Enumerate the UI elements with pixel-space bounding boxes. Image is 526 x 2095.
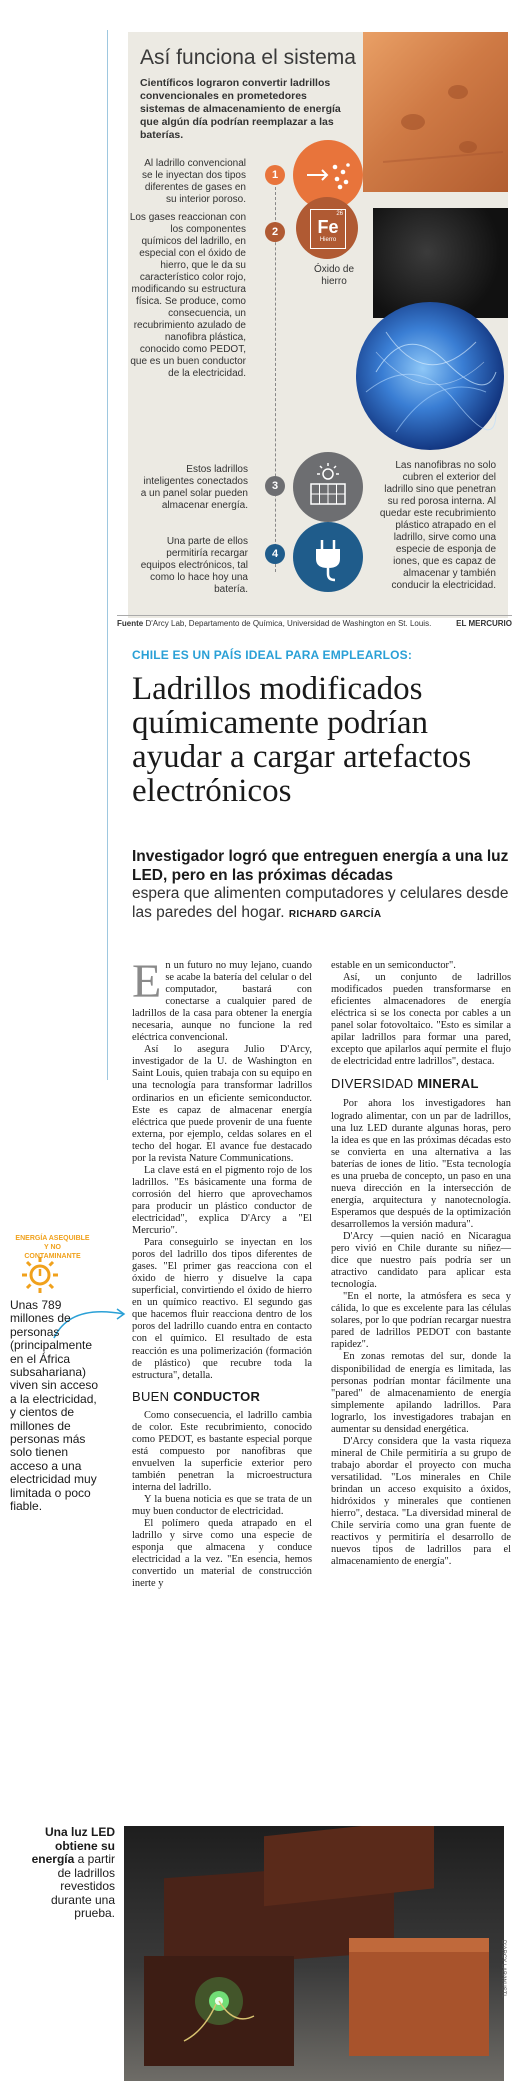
photo-caption-regular: a partir de ladrillos revestidos durante una prueba. bbox=[50, 1852, 115, 1920]
col2-paragraph-7: D'Arcy considera que la vasta riqueza mineral de Chile permitiría a su grupo de trabajo abordar el proyecto con mucha versatilidad. "Los minerales en Chile brindan un acceso exquisito a óxidos, hidróxidos y minerales que contienen hierro", destaca. "La diversidad mineral de Chile serviría como una gran fuente de reactivos y permitiría el desarrollo de nuevos tipos de ladrillos para el almacenamiento de energía". bbox=[331, 1435, 511, 1568]
article-column-2 bbox=[331, 960, 511, 1568]
publisher-credit: EL MERCURIO bbox=[456, 619, 512, 628]
led-bricks-photo bbox=[124, 1826, 504, 2081]
page-edge-line bbox=[107, 30, 108, 1080]
subhead-diversidad-mineral bbox=[331, 1078, 511, 1090]
col2-paragraph-5: "En el norte, la atmósfera es seca y cálida, lo que es excelente para las células solares, por lo que podrían recargar nuestra pared de ladrillos PEDOT con bastante rapidez". bbox=[331, 1291, 511, 1351]
sun-energy-icon bbox=[20, 1255, 60, 1295]
iron-symbol: Fe bbox=[317, 217, 339, 237]
col1-paragraph-6: Y la buena noticia es que se trata de un muy buen conductor de electricidad. bbox=[132, 1494, 312, 1518]
solar-panel-icon bbox=[293, 452, 363, 522]
subhead-conductor: CONDUCTOR bbox=[173, 1388, 261, 1404]
brick-holes-image bbox=[383, 52, 503, 172]
article-deck-bold: Investigador logró que entreguen energía a una luz LED, pero en las próximas décadas bbox=[132, 848, 509, 884]
article-deck-regular: espera que alimenten computadores y celulares desde las paredes del hogar. bbox=[132, 885, 509, 921]
step-3-text: Estos ladrillos inteligentes conectados a un panel solar pueden almacenar energía. bbox=[140, 464, 248, 511]
subhead-diversidad: DIVERSIDAD bbox=[331, 1076, 418, 1092]
col1-paragraph-5: Como consecuencia, el ladrillo cambia de color. Este recubrimiento, conocido como PEDOT, es bastante especial porque está compuesto por nanofibras que envuelven la superficie exterior pero también penetran la microestructura interna del ladrillo. bbox=[132, 1409, 312, 1493]
iron-oxide-label: Óxido de hierro bbox=[313, 264, 355, 287]
article-deck bbox=[132, 884, 512, 924]
col2-paragraph-3: Por ahora los investigadores han logrado alimentar, con un par de ladrillos, una luz LED durante algunas horas, pero la idea es que en las próximas décadas esto se convierta en una alternativa a las baterías de iones de litio. "Esta tecnología es una prueba de concepto, un paso en una nueva dirección en la intersección de energía, arquitectura y nanotecnología. Esperamos que después de la optimización desarrollemos la versión madura". bbox=[331, 1098, 511, 1230]
step-2-text: Los gases reaccionan con los componentes químicos del ladrillo, en especial con el óxido de hierro, que le da su característico color rojo, modificando su estructura física. Se produce, como consecuencia, un recubrimiento azulado de nanofibra plástica, conocido como PEDOT, que es un buen conductor de la electricidad. bbox=[129, 212, 246, 379]
col2-paragraph-1: estable en un semiconductor". bbox=[331, 960, 456, 971]
nanofiber-microscope-image bbox=[356, 302, 504, 450]
step-4-number: 4 bbox=[265, 544, 285, 564]
col2-paragraph-4: D'Arcy —quien nació en Nicaragua pero vivió en Chile durante su niñez— dice que nuestro país podría ser un atractivo candidato para aplicar esta tecnología. bbox=[331, 1230, 511, 1291]
subhead-buen-conductor bbox=[132, 1388, 312, 1404]
source-text: D'Arcy Lab, Departamento de Química, Universidad de Washington en St. Louis. bbox=[145, 619, 432, 628]
col1-paragraph-2: Así lo asegura Julio D'Arcy, investigador de la U. de Washington en Saint Louis, quien trabaja con su equipo en una tecnología para transformar ladrillos ordinarios en un eficiente semiconductor. Este es capaz de almacenar energía eléctrica que puede provenir de una fuente externa, por ejemplo, celdas solares en el techo del hogar. El avance fue destacado por la revista Nature Communications. bbox=[132, 1044, 312, 1164]
subhead-buen: BUEN bbox=[132, 1388, 174, 1404]
plug-icon bbox=[293, 522, 363, 592]
article-byline: RICHARD GARCÍA bbox=[288, 909, 382, 920]
sidebar-label: ENERGÍA ASEQUIBLE Y NO CONTAMINANTE bbox=[15, 1235, 90, 1260]
photo-caption bbox=[20, 1826, 115, 1921]
col1-paragraph-7: El polímero queda atrapado en el ladrillo y sirve como una especie de esponja que almacena y conduce electricidad a la vez. "En esencia, hemos convertido un material de construcción inerte y bbox=[132, 1518, 312, 1590]
infographic-source bbox=[117, 615, 512, 632]
col1-paragraph-3: La clave está en el pigmento rojo de los ladrillos. "Es básicamente una forma de corrosión del hierro que aprovechamos para producir un plástico conductor de electricidad", explica D'Arcy a "El Mercurio". bbox=[132, 1164, 312, 1237]
col2-paragraph-2: Así, un conjunto de ladrillos modificados pueden transformarse en eficientes almacenadores de energía eléctrica si se los conecta por cables a un panel solar fotovoltaico. "Esto es similar a apilar ladrillos para formar una pared, excepto que apilarlos aquí permite el flujo de electricidad entre ladrillos", destaca. bbox=[331, 972, 511, 1068]
step-4-text: Una parte de ellos permitiría recargar equipos electrónicos, tal como lo hace hoy una batería. bbox=[140, 536, 248, 595]
col1-paragraph-4: Para conseguirlo se inyectan en los poros del ladrillo dos tipos diferentes de gases. "El primer gas reacciona con el óxido de hierro y disuelve la capa superficial, convirtiendo el óxido de hierro en un químico reactivo. El segundo gas que hacemos fluir reacciona dentro de los poros del ladrillo cuando entra en contacto con el químico. El resultado de esta reacción es una polimerización (formación de plástico) que recubre toda la estructura", detalla. bbox=[132, 1237, 312, 1381]
article-kicker: CHILE ES UN PAÍS IDEAL PARA EMPLEARLOS: bbox=[132, 648, 413, 662]
subhead-mineral: MINERAL bbox=[417, 1076, 479, 1092]
dropcap: E bbox=[132, 955, 162, 1008]
iron-name: Hierro bbox=[319, 237, 337, 243]
flow-line bbox=[275, 187, 276, 572]
photo-caption-bold: Una luz LED obtiene su energía bbox=[31, 1825, 115, 1866]
nanofiber-text: Las nanofibras no solo cubren el exterior del ladrillo sino que penetran su red porosa interna. Al quedar este recubrimiento plástico atrapado en el ladrillo, sirve como una especie de esponja de iones, que es capaz de almacenar y también conducir la electricidad. bbox=[379, 460, 496, 591]
article-column-1 bbox=[132, 955, 312, 1590]
col1-paragraph-1: n un futuro no muy lejano, cuando se acabe la batería del celular o del computador, bastará con conectarse a cualquier pared de ladrillos de la casa para obtener la energía necesaria, aunque no funcione la red eléctrica convencional. bbox=[132, 960, 312, 1044]
step-1-text: Al ladrillo convencional se le inyectan dos tipos diferentes de gases en su interior poroso. bbox=[142, 158, 246, 205]
photo-credit: D'ARCY LAB/WUSTL bbox=[500, 1940, 506, 1998]
infographic-title: Así funciona el sistema bbox=[140, 46, 356, 69]
source-label: Fuente bbox=[117, 619, 144, 628]
step-2-number: 2 bbox=[265, 222, 285, 242]
step-1-number: 1 bbox=[265, 165, 285, 185]
sidebar-text: Unas 789 millones de personas (principalmente en el África subsahariana) viven sin acceso a la electricidad, y cientos de millones de personas más solo tienen acceso a una electricidad muy limitada o poco fiable. bbox=[10, 1298, 99, 1514]
infographic-intro: Científicos lograron convertir ladrillos convencionales en prometedores sistemas de almacenamiento de energía que algún día podrían reemplazar a las baterías. bbox=[140, 77, 341, 141]
infographic bbox=[128, 32, 508, 618]
article-headline: Ladrillos modificados químicamente podrían ayudar a cargar artefactos electrónicos bbox=[132, 671, 472, 809]
iron-element-icon bbox=[296, 197, 358, 259]
col2-paragraph-6: En zonas remotas del sur, donde la disponibilidad de energía es limitada, las personas podrían montar fácilmente una "pared" de almacenamiento de energía simplemente apilando ladrillos. Para lograrlo, los investigadores trabajan en aumentar su densidad energética. bbox=[331, 1351, 511, 1435]
iron-atomic-number: 26 bbox=[336, 211, 343, 217]
step-3-number: 3 bbox=[265, 476, 285, 496]
